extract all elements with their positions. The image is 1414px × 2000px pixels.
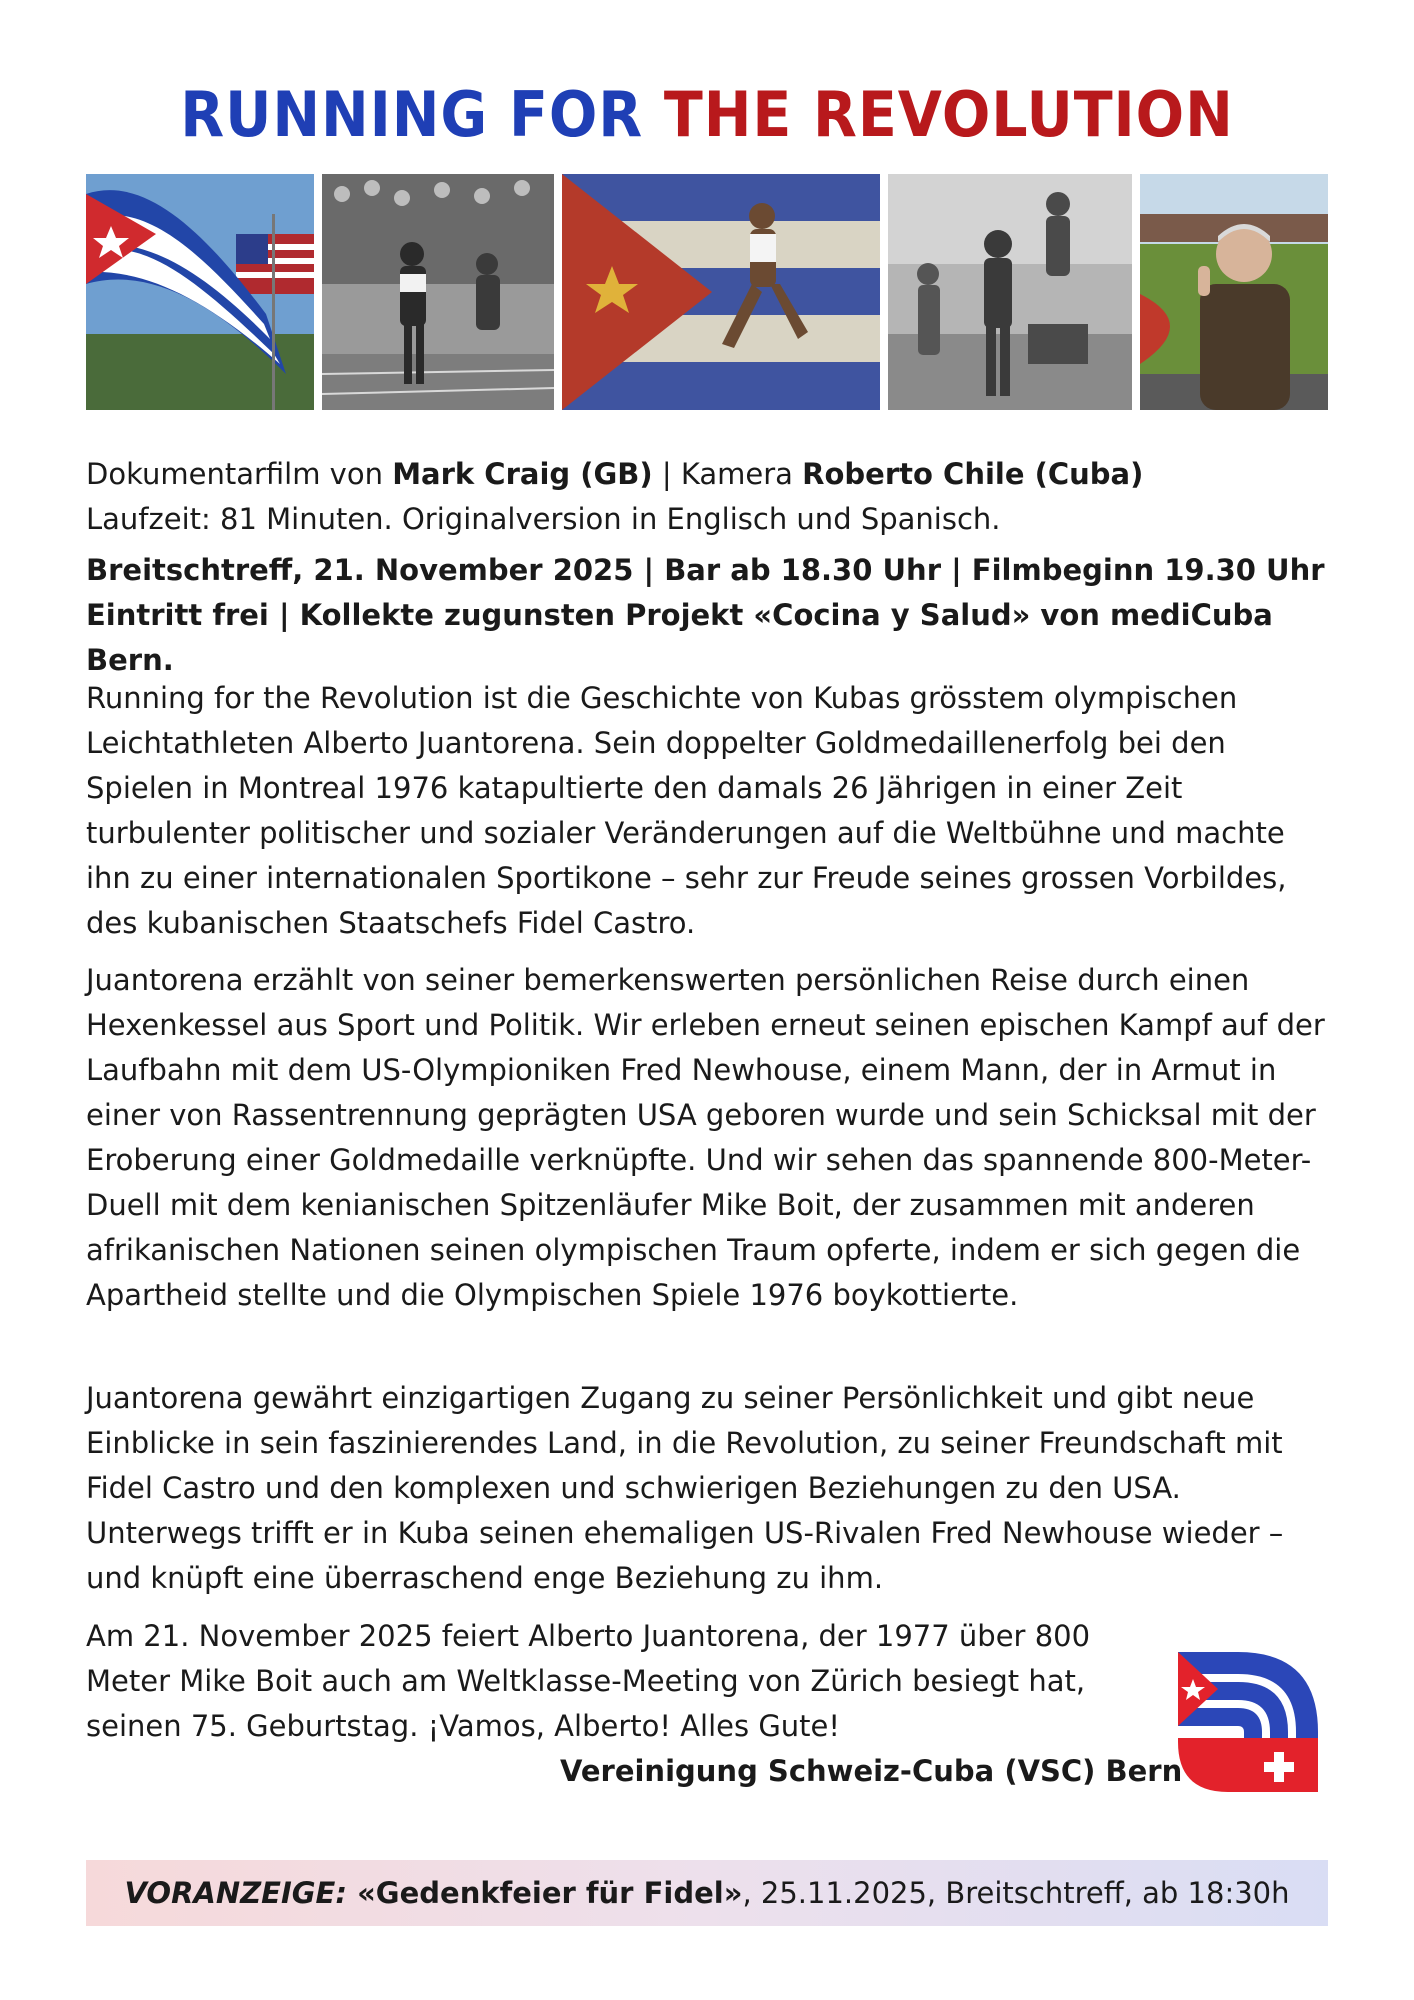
credits-prefix: Dokumentarfilm von [86,457,393,491]
paragraph-birthday: Am 21. November 2025 feiert Alberto Juantorena, der 1977 über 800 Meter Mike Boit auch am Weltklasse-Meeting von Zürich besiegt hat, seinen 75. Geburtstag. ¡Vamos, Alberto! Alles Gute! [86,1619,1091,1743]
finish-line-race-photo [322,174,554,410]
photo-strip [86,174,1328,410]
title-part-blue: RUNNING FOR [180,78,644,151]
camera-prefix: | Kamera [652,457,803,491]
runner-over-cuban-flag-photo [562,174,880,410]
notice-details: , 25.11.2025, Breitschtreff, ab 18:30h [742,1876,1290,1910]
notice-lead: VORANZEIGE: [124,1876,347,1910]
paragraph-access: Juantorena gewährt einzigartigen Zugang zu seiner Persönlichkeit und gibt neue Einblicke in sein faszinierendes Land, in die Revolution, zu seiner Freundschaft mit Fidel Castro und den komplexen und schwierigen Beziehungen zu den USA. Unterwegs trifft er in Kuba seinen ehemaligen US-Rivalen Fred Newhouse wieder – und knüpft eine überraschend enge Beziehung zu ihm. [86,1381,1284,1595]
notice-event: «Gedenkfeier für Fidel» [346,1876,743,1910]
organization-signature: Vereinigung Schweiz-Cuba (VSC) Bern [560,1754,1183,1788]
event-line-venue: Breitschtreff, 21. November 2025 | Bar ab 18.30 Uhr | Filmbeginn 19.30 Uhr [86,553,1325,587]
event-line-admission: Eintritt frei | Kollekte zugunsten Projekt «Cocina y Salud» von mediCuba Bern. [86,598,1273,677]
event-details [86,548,1336,683]
vsc-logo [1178,1652,1318,1792]
man-in-stadium-photo [1140,174,1328,410]
paragraph-intro: Running for the Revolution ist die Geschichte von Kubas grösstem olympischen Leichtathleten Alberto Juantorena. Sein doppelter Goldmedaillenerfolg bei den Spielen in Montreal 1976 katapultierte den damals 26 Jährigen in einer Zeit turbulenter politischer und sozialer Veränderungen auf die Weltbühne und machte ihn zu einer internationalen Sportikone – sehr zur Freude seines grossen Vorbildes, des kubanischen Staatschefs Fidel Castro. [86,681,1287,940]
cuban-and-us-flags-photo [86,174,314,410]
title-part-red: THE REVOLUTION [663,78,1234,151]
director-name: Mark Craig (GB) [392,457,653,491]
paragraph-story: Juantorena erzählt von seiner bemerkenswerten persönlichen Reise durch einen Hexenkessel aus Sport und Politik. Wir erleben erneut seinen epischen Kampf auf der Laufbahn mit dem US-Olympioniken Fred Newhouse, einem Mann, der in Armut in einer von Rassentrennung geprägten USA geboren wurde und sein Schicksal mit der Eroberung einer Goldmedaille verknüpfte. Und wir sehen das spannende 800-Meter-Duell mit dem kenianischen Spitzenläufer Mike Boit, der zusammen mit anderen afrikanischen Nationen seinen olympischen Traum opferte, indem er sich gegen die Apartheid stellte und die Olympischen Spiele 1976 boykottierte. [86,963,1325,1312]
poster-title [57,78,1358,151]
credits-line [86,452,1336,497]
handshake-with-fidel-photo [888,174,1132,410]
preview-notice-banner [86,1860,1328,1926]
camera-name: Roberto Chile (Cuba) [802,457,1144,491]
runtime-line: Laufzeit: 81 Minuten. Originalversion in Englisch und Spanisch. [86,502,1001,536]
film-meta [86,452,1336,542]
